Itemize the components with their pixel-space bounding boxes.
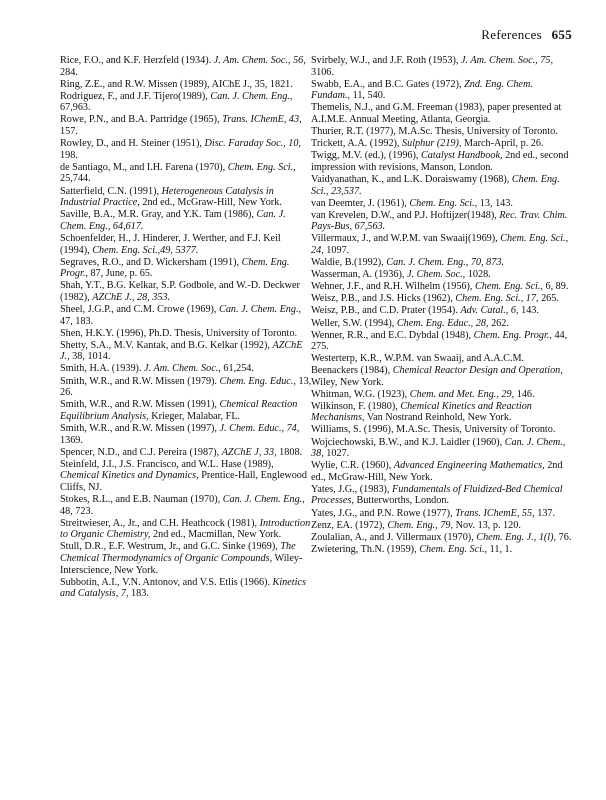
reference-entry — [311, 174, 573, 197]
reference-authors: Spencer, N.D., and C.J. Pereira (1987), — [60, 446, 220, 458]
reference-entry — [60, 280, 312, 303]
reference-source: Chem. Eng. Sci., — [409, 197, 478, 209]
reference-authors: Twigg, M.V. (ed.), (1996), — [311, 150, 419, 162]
reference-details: Wiley, New York. — [311, 376, 384, 388]
reference-entry — [311, 460, 573, 483]
reference-source: Chem. Eng. Progr., — [473, 329, 552, 341]
reference-details: 25,744. — [60, 173, 91, 185]
reference-source: Chemical Kinetics and Dynamics, — [60, 470, 199, 482]
reference-entry — [311, 257, 573, 269]
reference-entry — [311, 79, 573, 102]
references-right-column — [311, 55, 573, 556]
reference-details: 2nd ed., Macmillan, New York. — [153, 529, 282, 541]
reference-source: Can. J. Chem. Eng., 64,617. — [60, 209, 286, 232]
reference-authors: Steinfeld, J.I., J.S. Francisco, and W.L. Hase (1989), — [60, 458, 274, 470]
reference-authors: Shah, Y.T., B.G. Kelkar, S.P. Godbole, and W.-D. Deckwer (1982), — [60, 280, 300, 303]
reference-entry — [60, 577, 312, 600]
reference-authors: Yates, J.G., and P.N. Rowe (1977), — [311, 507, 453, 519]
reference-entry — [60, 447, 312, 459]
reference-entry — [311, 437, 573, 460]
reference-entry — [60, 233, 312, 256]
reference-source: Chemical Reactor Design and Operation, — [392, 364, 563, 376]
reference-authors: van Deemter, J. (1961), — [311, 197, 407, 209]
reference-authors: Wylie, C.R. (1960), — [311, 460, 392, 472]
reference-entry — [60, 79, 312, 91]
page-number: 655 — [551, 27, 572, 42]
reference-source: Sulphur (219), — [402, 138, 462, 150]
reference-source: AZChE J., — [60, 339, 303, 363]
reference-entry — [311, 532, 573, 544]
reference-authors: Zwietering, Th.N. (1959), — [311, 543, 417, 555]
reference-details: 13, 26. — [60, 375, 312, 399]
reference-authors: Weisz, P.B., and J.S. Hicks (1962), — [311, 293, 453, 305]
reference-authors: Rowe, P.N., and B.A. Partridge (1965), — [60, 114, 220, 126]
references-left-column — [60, 55, 312, 600]
reference-entry — [60, 304, 312, 327]
reference-details: 48, 723. — [60, 505, 94, 517]
reference-source: AZChE J., 28, 353. — [92, 291, 171, 303]
reference-source: Chem. Eng. Sci., — [227, 161, 296, 173]
reference-authors: Stokes, R.L., and E.B. Nauman (1970), — [60, 493, 221, 505]
reference-entry — [60, 399, 312, 422]
reference-entry — [311, 484, 573, 507]
reference-entry — [60, 363, 312, 375]
reference-source: Rec. Trav. Chim. Pays-Bus, 67,563. — [311, 209, 568, 233]
reference-details: 1097. — [326, 245, 350, 256]
reference-authors: Ring, Z.E., and R.W. Missen (1989), AIChE J., 35, 1821. — [60, 78, 293, 90]
reference-source: Can. J. Chem., 38, — [311, 436, 566, 460]
reference-authors: Shetty, S.A., M.V. Kantak, and B.G. Kelkar (1992), — [60, 339, 270, 351]
reference-entry — [60, 162, 312, 185]
reference-authors: Rice, F.O., and K.F. Herzfeld (1934). — [60, 55, 212, 66]
reference-details: 61,254. — [223, 363, 254, 375]
reference-source: Chem. Eng., 79, — [387, 519, 454, 531]
reference-entry — [311, 318, 573, 330]
reference-entry — [311, 281, 573, 293]
reference-authors: Subbotin, A.I., V.N. Antonov, and V.S. Etlis (1966). — [60, 576, 270, 588]
reference-details: Nov. 13, p. 120. — [455, 519, 521, 531]
reference-authors: Vaidyanathan, K., and L.K. Doraiswamy (1968), — [311, 173, 510, 185]
reference-entry — [311, 102, 573, 125]
reference-details: 1369. — [60, 434, 83, 446]
reference-details: 44, 275. — [311, 329, 568, 353]
reference-details: 87, June, p. 65. — [90, 268, 153, 280]
reference-details: 76. — [558, 531, 572, 543]
reference-entry — [60, 91, 312, 114]
reference-details: Krieger, Malabar, FL. — [151, 410, 241, 422]
reference-source: Fundamentals of Fluidized-Bed Chemical Processes, — [311, 483, 563, 507]
reference-entry — [60, 494, 312, 517]
reference-authors: Sheel, J.G.P., and C.M. Crowe (1969), — [60, 303, 217, 315]
reference-details: 1027. — [326, 448, 350, 460]
reference-source: Chem. Eng. J., 1(l), — [476, 531, 557, 543]
reference-authors: Yates, J.G., (1983), — [311, 483, 390, 495]
reference-authors: de Santiago, M., and I.H. Farena (1970), — [60, 161, 226, 173]
reference-source: Chem. Eng. Sci., 23,537. — [311, 173, 560, 197]
reference-details: 13, 143. — [479, 197, 513, 209]
reference-details: Wiley-Interscience, New York. — [60, 552, 303, 576]
reference-entry — [311, 508, 573, 520]
reference-details: Prentice-Hall, Englewood Cliffs, NJ. — [60, 470, 307, 493]
reference-entry — [311, 330, 573, 353]
reference-entry — [311, 520, 573, 532]
reference-entry — [60, 257, 312, 280]
reference-source: Chem. Eng. Sci., — [475, 281, 543, 293]
reference-entry — [311, 305, 573, 317]
reference-entry — [60, 423, 312, 446]
reference-source: Chemical Reaction Equilibrium Analysis, — [60, 399, 298, 422]
reference-entry — [311, 544, 573, 556]
reference-details: 3106. — [311, 66, 334, 78]
reference-entry — [60, 209, 312, 232]
reference-entry — [60, 541, 312, 576]
reference-source: J. Am. Chem. Soc., 56, — [213, 55, 306, 66]
running-title: References — [481, 27, 543, 42]
reference-details: 284. — [60, 66, 78, 78]
reference-entry — [311, 55, 573, 78]
reference-entry — [60, 518, 312, 541]
reference-source: Chemical Kinetics and Reaction Mechanisms, — [311, 400, 532, 424]
reference-authors: Stull, D.R., E.F. Westrum, Jr., and G.C. Sinke (1969), — [60, 541, 278, 553]
reference-authors: Weller, S.W. (1994), — [311, 317, 395, 329]
reference-entry — [311, 150, 573, 173]
reference-authors: Satterfield, C.N. (1991), — [60, 185, 160, 197]
reference-source: Chem. Eng. Sci.,49, 5377. — [92, 244, 199, 256]
reference-source: Can. J. Chem. Eng., — [219, 303, 302, 315]
reference-entry — [311, 210, 573, 233]
reference-authors: Svirbely, W.J., and J.F. Roth (1953), — [311, 55, 459, 66]
reference-details: 198. — [60, 149, 78, 161]
reference-source: J. Am. Chem. Soc., — [144, 363, 221, 375]
reference-source: Disc. Faraday Soc., 10, — [204, 138, 301, 150]
reference-entry — [60, 55, 312, 78]
reference-authors: Waldie, B.(1992), — [311, 257, 384, 269]
reference-authors: Whitman, W.G. (1923), — [311, 388, 408, 400]
reference-details: 2nd ed., McGraw-Hill, New York. — [311, 460, 563, 483]
reference-authors: Smith, W.R., and R.W. Missen (1997), — [60, 422, 217, 434]
reference-details: 265. — [541, 293, 559, 305]
reference-source: Chem. Eng. Sci., 17, — [455, 293, 539, 305]
reference-authors: Zoulalian, A., and J. Villermaux (1970), — [311, 531, 474, 543]
reference-details: 11, 540. — [352, 90, 386, 102]
reference-details: 157. — [60, 126, 78, 138]
reference-source: Chem. and Met. Eng., 29, — [409, 388, 515, 400]
reference-details: March-April, p. 26. — [464, 138, 544, 150]
reference-source: Introduction to Organic Chemistry, — [60, 517, 311, 541]
reference-details: 262. — [491, 317, 509, 329]
reference-source: Chem. Eng. Educ., 28, — [396, 317, 489, 329]
reference-entry — [60, 186, 312, 209]
reference-details: 6, 89. — [545, 281, 569, 293]
reference-authors: Wasserman, A. (1936), — [311, 269, 405, 281]
reference-authors: Trickett, A.A. (1992), — [311, 138, 400, 150]
reference-entry — [60, 328, 312, 340]
reference-source: Adv. Catal., 6, — [460, 305, 519, 317]
reference-details: Butterworths, London. — [356, 495, 449, 507]
reference-authors: Williams, S. (1996), M.A.Sc. Thesis, University of Toronto. — [311, 424, 556, 436]
reference-details: 11, 1. — [489, 543, 513, 555]
reference-authors: Wilkinson, F. (1980), — [311, 400, 398, 412]
reference-details: 2nd ed., second impression with revisions, Manson, London. — [311, 150, 569, 173]
reference-entry — [311, 424, 573, 436]
reference-authors: Zenz, EA. (1972), — [311, 519, 385, 531]
reference-authors: Schoenfelder, H., J. Hinderer, J. Werther, and F.J. Keil (1994), — [60, 232, 281, 256]
reference-entry — [60, 114, 312, 137]
reference-details: 146. — [516, 388, 535, 400]
reference-authors: Smith, W.R., and R.W. Missen (1979). — [60, 375, 217, 387]
reference-authors: Wehner, J.F., and R.H. Wilhelm (1956), — [311, 281, 473, 293]
reference-source: Heterogeneous Catalysis in Industrial Practice, — [60, 185, 274, 209]
reference-entry — [60, 376, 312, 399]
page-header — [481, 27, 572, 43]
reference-details: 47, 183. — [60, 315, 94, 327]
reference-authors: Rowley, D., and H. Steiner (1951), — [60, 138, 202, 150]
reference-source: Can. J. Chem. Eng., — [210, 90, 293, 102]
reference-authors: Shen, H.K.Y. (1996), Ph.D. Thesis, University of Toronto. — [60, 327, 297, 339]
reference-entry — [60, 459, 312, 494]
reference-details: 67,963. — [60, 102, 91, 114]
reference-entry — [60, 340, 312, 363]
reference-authors: Westerterp, K.R., W.P.M. van Swaaij, and A.A.C.M. Beenackers (1984), — [311, 353, 525, 376]
reference-authors: Swabb, E.A., and B.C. Gates (1972), — [311, 78, 462, 90]
reference-source: Znd. Eng. Chem. Fundam., — [311, 78, 533, 102]
reference-authors: Smith, W.R., and R.W. Missen (1991), — [60, 399, 217, 411]
reference-authors: van Krevelen, D.W., and P.J. Hoftijzer(1948), — [311, 209, 497, 221]
reference-authors: Thurier, R.T. (1977), M.A.Sc. Thesis, University of Toronto. — [311, 126, 558, 138]
reference-details: 183. — [131, 588, 149, 600]
reference-entry — [311, 401, 573, 424]
reference-authors: Wojciechowski, B.W., and K.J. Laidler (1960), — [311, 436, 503, 448]
reference-entry — [311, 269, 573, 281]
reference-source: J. Am. Chem. Soc., 75, — [460, 55, 553, 66]
reference-source: Kinetics and Catalysis, 7, — [60, 576, 306, 600]
reference-details: 1808. — [279, 446, 303, 458]
reference-source: AZChE J, 33, — [221, 446, 277, 458]
reference-source: The Chemical Thermodynamics of Organic Compounds, — [60, 541, 296, 564]
reference-details: 1028. — [467, 269, 491, 281]
reference-authors: Streitwieser, A., Jr., and C.H. Heathcock (1981), — [60, 517, 258, 529]
reference-authors: Smith, H.A. (1939). — [60, 363, 142, 375]
reference-details: 2nd ed., McGraw-Hill, New York. — [142, 197, 282, 209]
reference-entry — [311, 353, 573, 388]
reference-details: Van Nostrand Reinhold, New York. — [366, 412, 512, 424]
reference-authors: Saville, B.A., M.R. Gray, and Y.K. Tam (1986), — [60, 209, 254, 221]
reference-authors: Villermaux, J., and W.P.M. van Swaaij(1969), — [311, 233, 498, 245]
reference-details: 137. — [537, 507, 556, 519]
reference-source: Chem. Eng. Progr., — [60, 256, 290, 280]
reference-entry — [311, 389, 573, 401]
reference-source: Can. J. Chem. Eng., — [222, 493, 305, 505]
reference-entry — [311, 233, 573, 256]
reference-details: 143. — [521, 305, 539, 317]
reference-source: Trans. IChemE, 43, — [222, 114, 302, 126]
reference-authors: Wenner, R.R., and E.C. Dybdal (1948), — [311, 329, 472, 341]
reference-source: J. Chem. Soc., — [406, 269, 466, 281]
reference-entry — [311, 138, 573, 150]
reference-source: Catalyst Handbook, — [421, 150, 503, 162]
reference-authors: Rodriguez, F., and J.F. Tijero(1989), — [60, 90, 208, 102]
reference-authors: Weisz, P.B., and C.D. Prater (1954). — [311, 305, 458, 317]
reference-source: Chem. Eng. Educ., — [219, 375, 296, 387]
reference-source: Advanced Engineering Mathematics, — [393, 460, 545, 472]
reference-source: Can. J. Chem. Eng., 70, 873. — [386, 257, 505, 269]
reference-source: Trans. IChemE, 55, — [455, 507, 535, 519]
reference-source: Chem. Eng. Sci., — [419, 543, 488, 555]
reference-source: J. Chem. Educ., 74, — [219, 422, 300, 434]
reference-entry — [311, 198, 573, 210]
reference-authors: Themelis, N.J., and G.M. Freeman (1983), paper presented at A.I.M.E. Annual Meeting, Atlanta, Georgia. — [311, 102, 562, 125]
reference-source: Chem. Eng. Sci., 24, — [311, 233, 569, 256]
reference-entry — [311, 293, 573, 305]
reference-details: 38, 1014. — [72, 351, 111, 363]
reference-authors: Segraves, R.O., and D. Wickersham (1991), — [60, 256, 240, 268]
reference-entry — [311, 126, 573, 138]
reference-entry — [60, 138, 312, 161]
